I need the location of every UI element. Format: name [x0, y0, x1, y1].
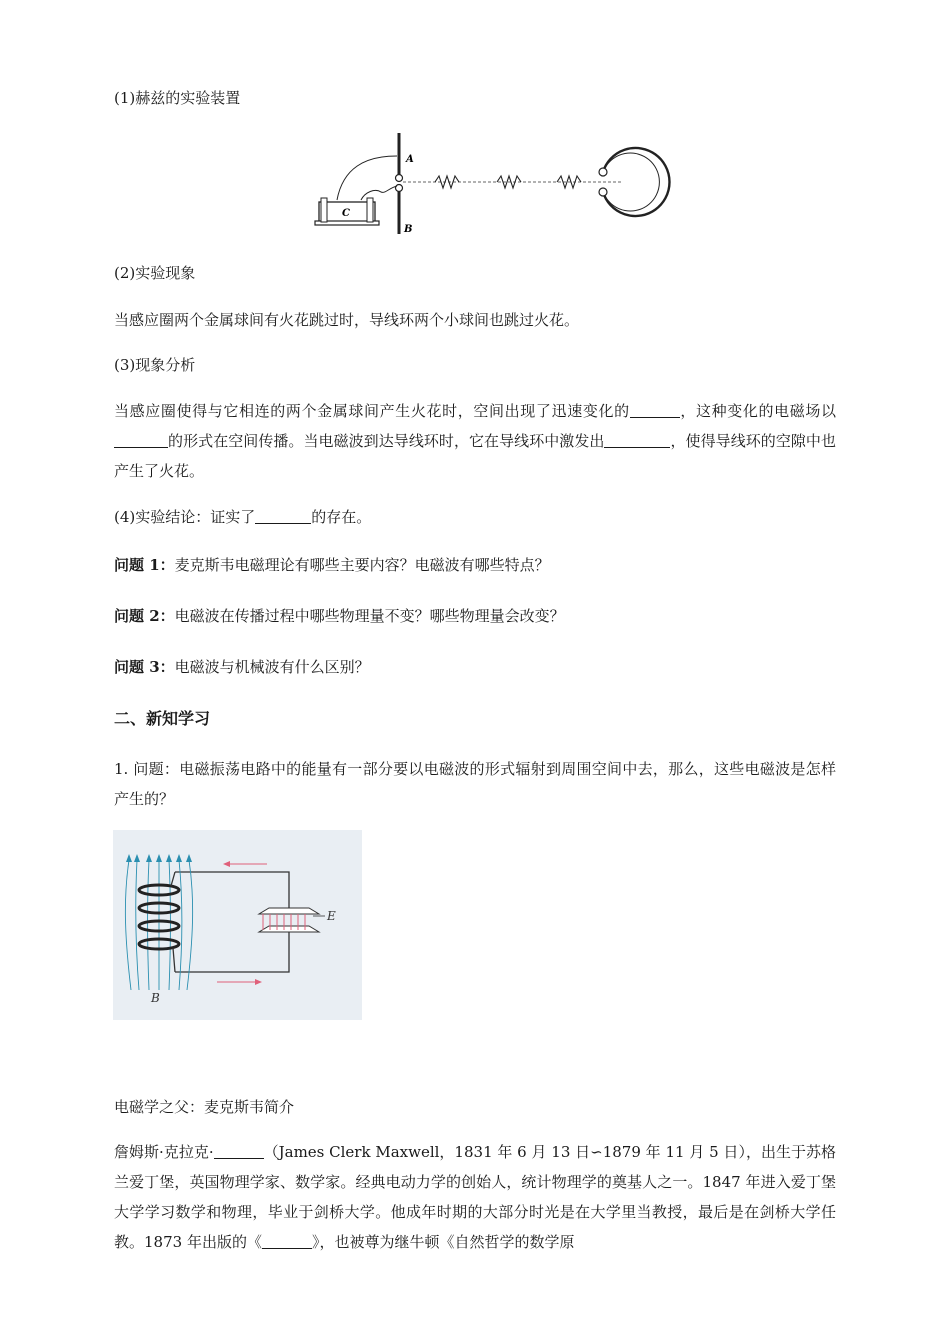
- heading-hertz-apparatus: (1)赫兹的实验装置: [114, 89, 241, 107]
- label-c: C: [342, 208, 350, 219]
- item-1-question: 1. 问题：电磁振荡电路中的能量有一部分要以电磁波的形式辐射到周围空间中去，那么，这些电磁波是怎样产生的？: [114, 760, 836, 808]
- blank-wave[interactable]: [114, 431, 168, 448]
- hertz-apparatus-figure: [305, 128, 685, 238]
- conclusion-text: (4)实验结论：证实了 的存在。: [114, 508, 372, 526]
- question-1: 问题 1：麦克斯韦电磁理论有哪些主要内容？电磁波有哪些特点？: [114, 556, 550, 574]
- blank-field[interactable]: [630, 401, 680, 418]
- bio-paragraph: 詹姆斯·克拉克· （James Clerk Maxwell，1831 年 6 月 13 日∽1879 年 11 月 5 日），出生于苏格兰爱丁堡，英国物理学家、数学家。经典电动力学的创始人，统计物理学的奠基人之一。1847 年进入爱丁堡大学学习数学和物理，毕业于剑桥大学。他成年时期的大部分时光是在大学里当教授，最后是在剑桥大学任教。1873 年出版的《 》，也被尊为继牛顿《自然哲学的数学原: [114, 1143, 836, 1251]
- label-b: B: [404, 224, 413, 235]
- label-b-field: B: [151, 991, 160, 1005]
- question-2: 问题 2：电磁波在传播过程中哪些物理量不变？哪些物理量会改变？: [114, 607, 565, 625]
- blank-book[interactable]: [262, 1232, 312, 1249]
- heading-analysis: (3)现象分析: [114, 356, 196, 374]
- label-a: A: [406, 154, 414, 165]
- blank-conclusion[interactable]: [255, 507, 311, 524]
- bio-title: 电磁学之父：麦克斯韦简介: [114, 1098, 295, 1116]
- section-title: 二、新知学习: [114, 709, 211, 728]
- heading-phenomenon: (2)实验现象: [114, 264, 196, 282]
- lc-circuit-figure: [113, 830, 362, 1020]
- question-3: 问题 3：电磁波与机械波有什么区别？: [114, 658, 370, 676]
- blank-name[interactable]: [214, 1142, 264, 1159]
- phenomenon-text: 当感应圈两个金属球间有火花跳过时，导线环两个小球间也跳过火花。: [114, 311, 580, 329]
- blank-current[interactable]: [604, 431, 670, 448]
- analysis-paragraph: 当感应圈使得与它相连的两个金属球间产生火花时，空间出现了迅速变化的 ，这种变化的电磁场以的形式在空间传播。当电磁波到达导线环时，它在导线环中激发出 ，使得导线环的空隙中也产生了火花。: [114, 402, 836, 480]
- label-e: E: [327, 909, 336, 923]
